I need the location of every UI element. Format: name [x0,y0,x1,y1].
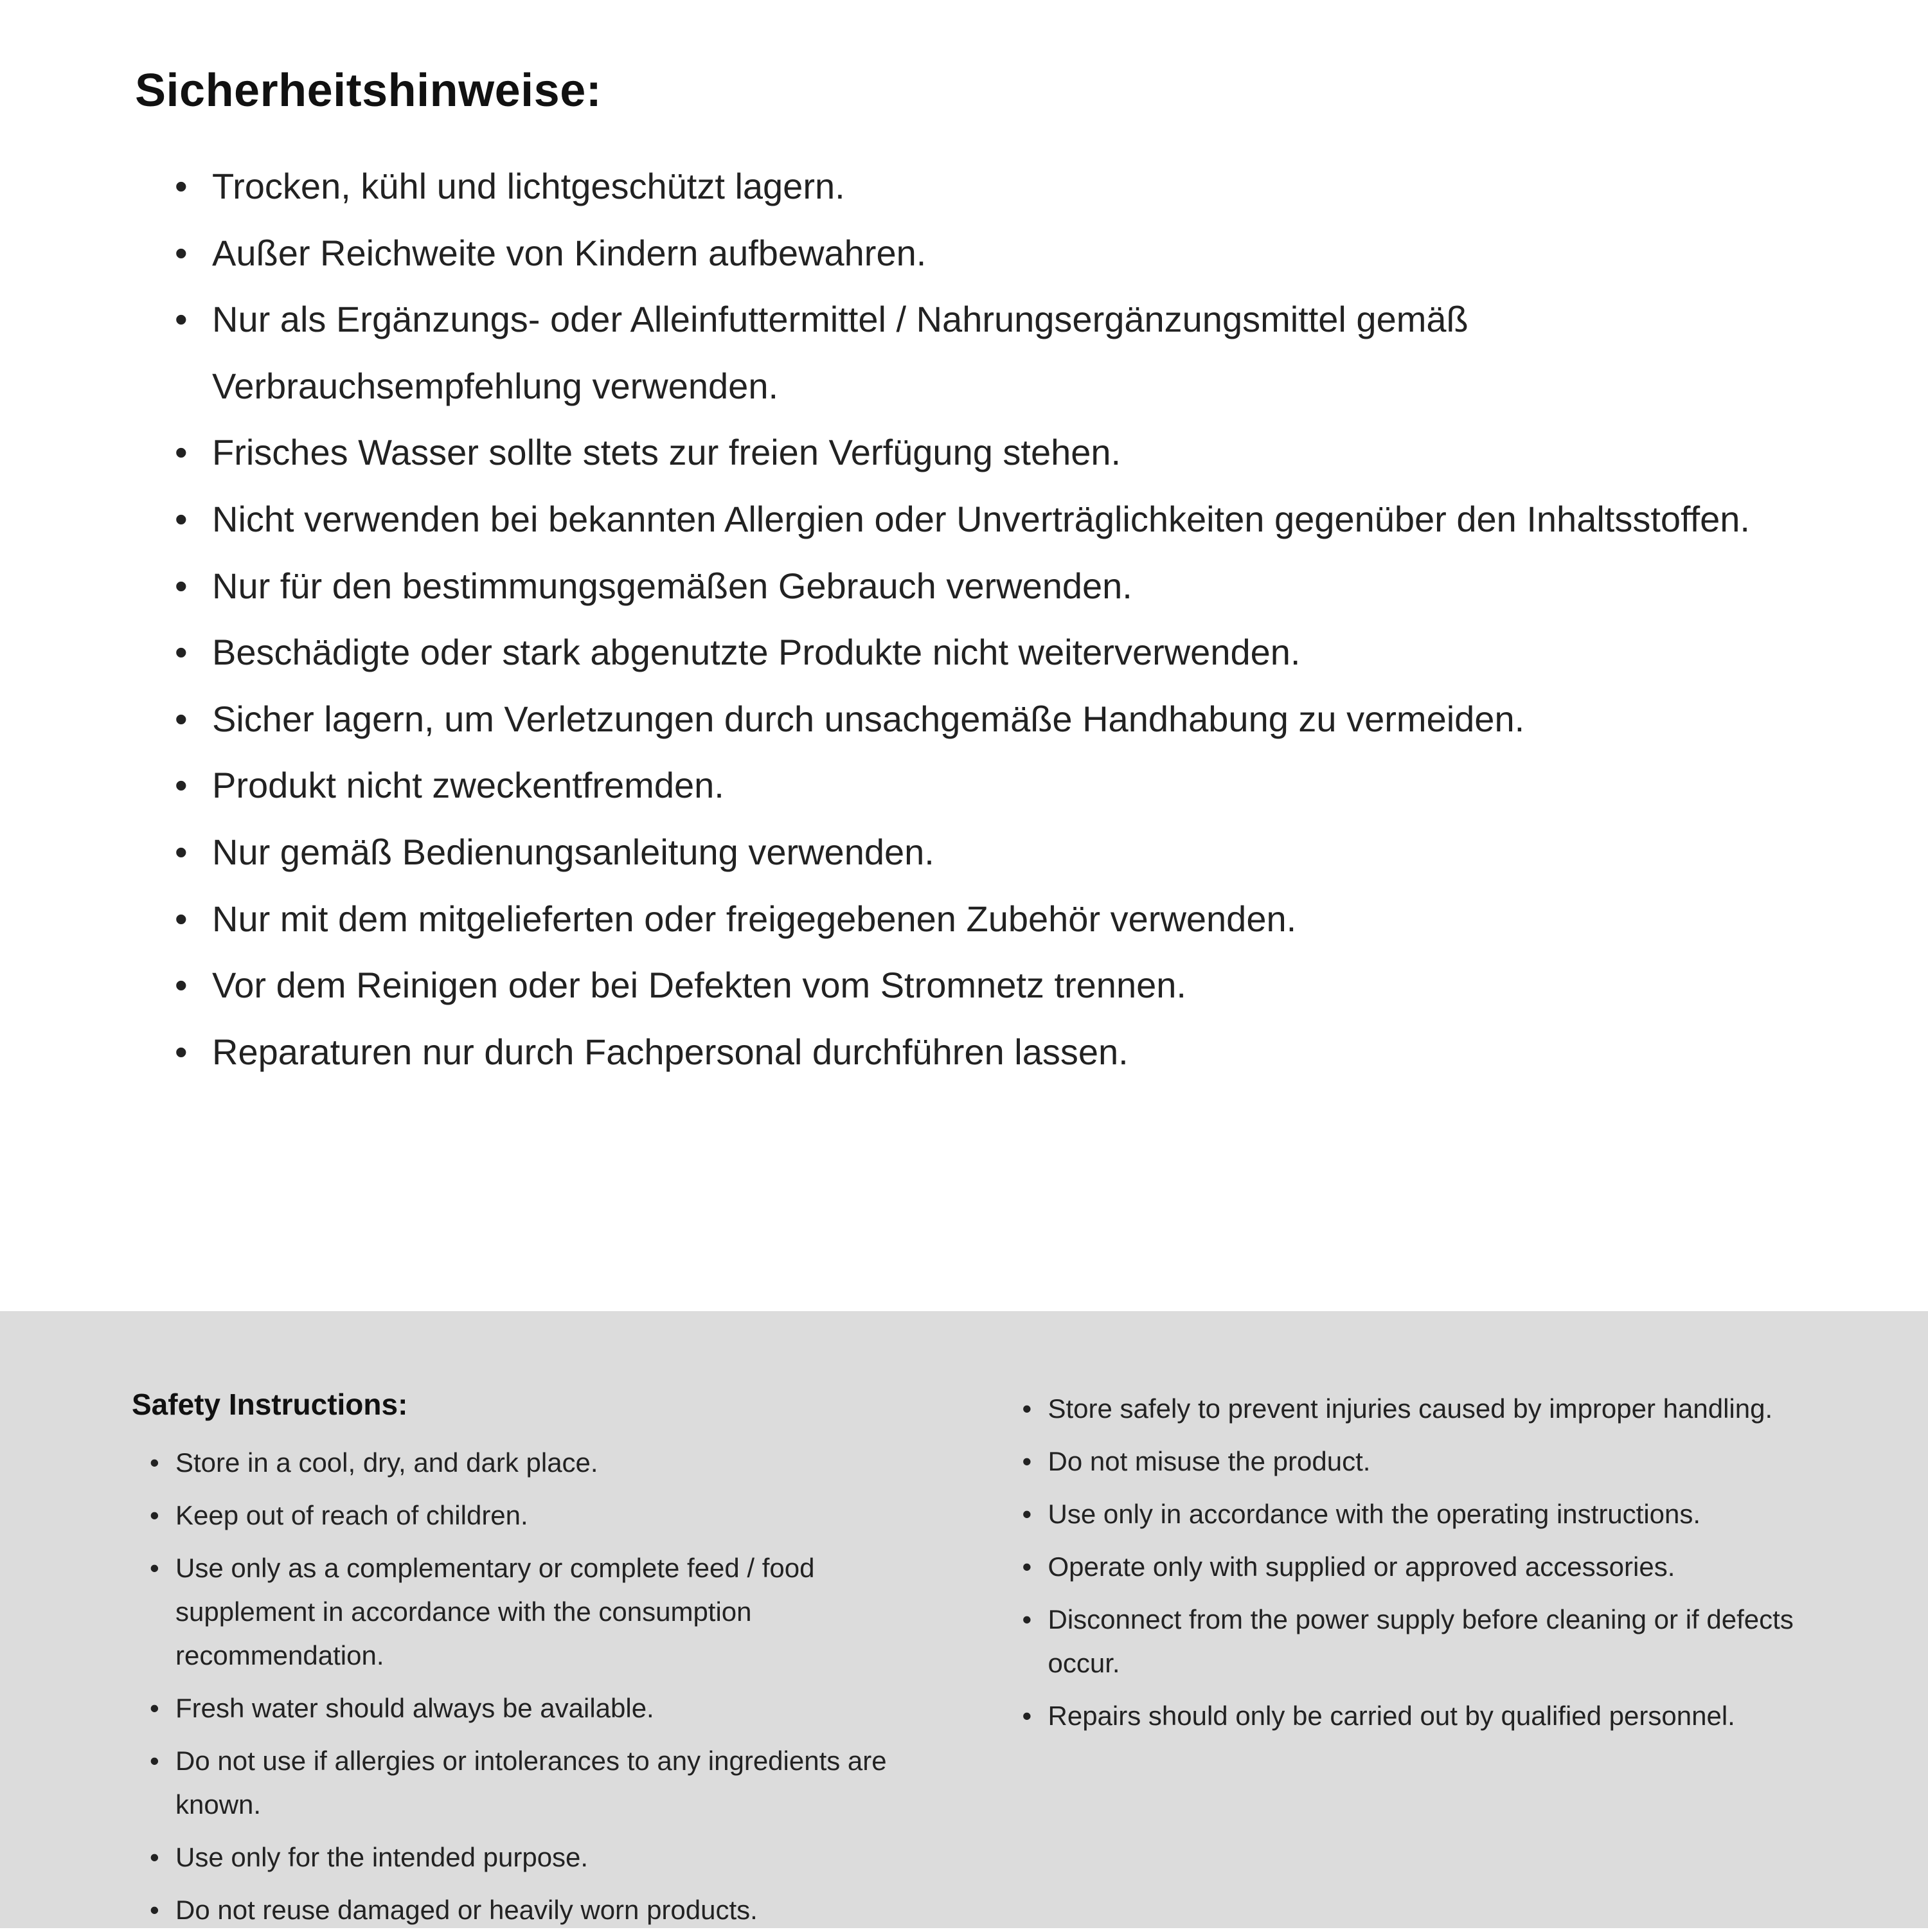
list-item: • Beschädigte oder stark abgenutzte Produkte nicht weiterverwenden. [175,619,1799,686]
english-safety-section [0,1311,1928,1928]
list-item: • Repairs should only be carried out by qualified personnel. [1022,1694,1819,1738]
list-item: • Disconnect from the power supply before cleaning or if defects occur. [1022,1598,1819,1685]
list-item: • Sicher lagern, um Verletzungen durch unsachgemäße Handhabung zu vermeiden. [175,686,1799,753]
list-item: • Nur als Ergänzungs- oder Alleinfuttermittel / Nahrungsergänzungsmittel gemäß Verbrauchsempfehlung verwenden. [175,286,1799,419]
list-item: • Nur gemäß Bedienungsanleitung verwenden. [175,819,1799,886]
english-left-column [132,1387,947,1928]
english-section-title: Safety Instructions: [132,1388,408,1421]
german-safety-list [135,153,1799,1085]
list-item: • Nur mit dem mitgelieferten oder freigegebenen Zubehör verwenden. [175,886,1799,953]
list-item: • Store in a cool, dry, and dark place. [150,1441,947,1485]
list-item: • Operate only with supplied or approved accessories. [1022,1545,1819,1589]
english-safety-list-right [1004,1387,1819,1738]
list-item: • Fresh water should always be available. [150,1686,947,1730]
list-item: • Do not reuse damaged or heavily worn products. [150,1888,947,1932]
list-item: • Use only as a complementary or complete feed / food supplement in accordance with the consumption recommendation. [150,1546,947,1677]
list-item: • Use only for the intended purpose. [150,1836,947,1879]
list-item: • Do not misuse the product. [1022,1440,1819,1483]
list-item: • Frisches Wasser sollte stets zur freien Verfügung stehen. [175,419,1799,486]
list-item: • Do not use if allergies or intolerances to any ingredients are known. [150,1739,947,1827]
german-section-title: Sicherheitshinweise: [135,65,602,116]
list-item: • Nur für den bestimmungsgemäßen Gebrauch verwenden. [175,553,1799,620]
list-item: • Reparaturen nur durch Fachpersonal durchführen lassen. [175,1019,1799,1086]
list-item: • Keep out of reach of children. [150,1494,947,1537]
list-item: • Vor dem Reinigen oder bei Defekten vom Stromnetz trennen. [175,952,1799,1019]
list-item: • Use only in accordance with the operating instructions. [1022,1492,1819,1536]
list-item: • Nicht verwenden bei bekannten Allergien oder Unverträglichkeiten gegenüber den Inhaltsstoffen. [175,486,1799,553]
list-item: • Produkt nicht zweckentfremden. [175,752,1799,819]
list-item: • Außer Reichweite von Kindern aufbewahren. [175,220,1799,287]
list-item: • Trocken, kühl und lichtgeschützt lagern. [175,153,1799,220]
english-right-column [1004,1387,1819,1928]
english-safety-list-left [132,1441,947,1932]
list-item: • Store safely to prevent injuries caused by improper handling. [1022,1387,1819,1431]
